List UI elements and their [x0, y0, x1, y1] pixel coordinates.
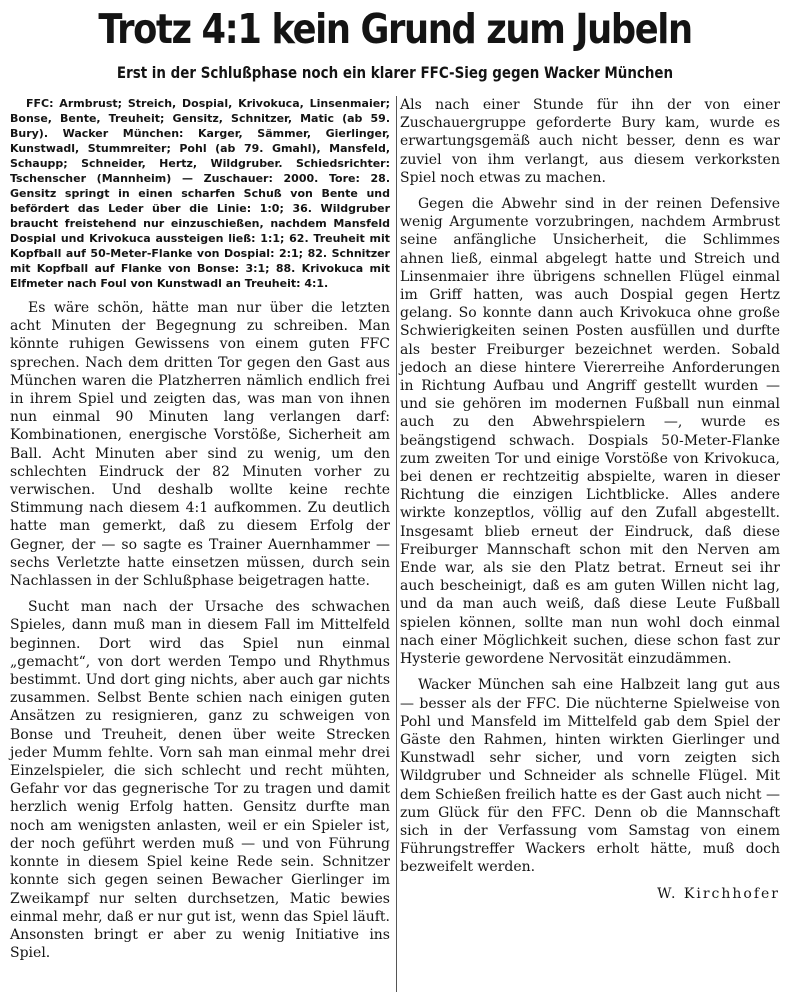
article-subheadline: Erst in der Schlußphase noch ein klarer FFC-Sieg gegen Wacker München	[116, 63, 674, 82]
right-paragraph-3: Wacker München sah eine Halbzeit lang gut aus — besser als der FFC. Die nüchterne Spielweise von Pohl und Mansfeld im Mittelfeld gab dem Spiel der Gäste den Rahmen, hinten wirkten Gierlinger und Kunstwadl sehr sicher, und vorn zeigten sich Wildgruber und Schneider als schnelle Flügel. Mit dem Schießen freilich hatte es der Gast auch nicht — zum Glück für den FFC. Denn ob die Mannschaft sich in der Verfassung vom Samstag von einem Führungstreffer Wackers erholt hätte, muß doch bezweifelt werden.	[400, 677, 780, 876]
left-paragraph-1: Es wäre schön, hätte man nur über die letzten acht Minuten der Begegnung zu schreiben. Man könnte ruhigen Gewissens von einem guten FFC sprechen. Nach dem dritten Tor gegen den Gast aus München waren die Platzherren nämlich endlich frei in ihrem Spiel und zeigten das, was man von ihnen nun einmal 90 Minuten lang verlangen darf: Kombinationen, energische Vorstöße, Sicherheit am Ball. Acht Minuten aber sind zu wenig, um den schlechten Eindruck der 82 Minuten vorher zu verwischen. Und deshalb wollte keine rechte Stimmung nach diesem 4:1 aufkommen. Zu deutlich hatte man gemerkt, daß zu diesem Erfolg der Gegner, der — so sagte es Trainer Auernhammer — sechs Verletzte hatte einsetzen müssen, durch sein Nachlassen in der Schlußphase beigetragen hatte.	[10, 300, 390, 590]
column-divider	[396, 96, 397, 992]
article-headline: Trotz 4:1 kein Grund zum Jubeln	[98, 5, 692, 53]
right-column	[400, 96, 780, 903]
match-summary: FFC: Armbrust; Streich, Dospial, Krivokuca, Linsenmaier; Bonse, Bente, Treuheit; Gensitz, Schnitzer, Matic (ab 59. Bury). Wacker München: Karger, Sämmer, Gierlinger, Kunstwadl, Stummreiter; Pohl (ab 79. Gmahl), Mansfeld, Schaupp; Schneider, Hertz, Wildgruber. Schiedsrichter: Tschenscher (Mannheim) — Zuschauer: 2000. Tore: 28. Gensitz springt in einen scharfen Schuß von Bente und befördert das Leder über die Linie: 1:0; 36. Wildgruber braucht freistehend nur einzuschießen, nachdem Mansfeld Dospial und Krivokuca aussteigen ließ: 1:1; 62. Treuheit mit Kopfball auf 50-Meter-Flanke von Dospial: 2:1; 82. Schnitzer mit Kopfball auf Flanke von Bonse: 3:1; 88. Krivokuca mit Elfmeter nach Foul von Kunstwadl an Treuheit: 4:1.	[10, 97, 390, 290]
left-column	[10, 96, 390, 962]
right-paragraph-1: Als nach einer Stunde für ihn der von einer Zuschauergruppe geforderte Bury kam, wurde es erwartungsgemäß auch nicht besser, denn es war zuviel von ihm verlangt, aus diesem verkorksten Spiel noch etwas zu machen.	[400, 97, 780, 186]
left-paragraph-2: Sucht man nach der Ursache des schwachen Spieles, dann muß man in diesem Fall im Mittelfeld beginnen. Dort wird das Spiel nun einmal „gemacht“, von dort werden Tempo und Rhythmus bestimmt. Und dort ging nichts, aber auch gar nichts zusammen. Selbst Bente schien nach einigen guten Ansätzen zu resignieren, ganz zu schweigen von Bonse und Treuheit, denen über weite Strecken jeder Mumm fehlte. Vorn sah man einmal mehr drei Einzelspieler, die sich schlecht und recht mühten, Gefahr vor das gegnerische Tor zu tragen und damit herzlich wenig Erfolg hatten. Gensitz durfte man noch am wenigsten anlasten, weil er ein Spieler ist, der noch geführt werden muß — und von Führung konnte in diesem Spiel keine Rede sein. Schnitzer konnte sich gegen seinen Bewacher Gierlinger im Zweikampf nur selten durchsetzen, Matic bewies einmal mehr, daß er nur gut ist, wenn das Spiel läuft. Ansonsten bringt er aber zu wenig Initiative ins Spiel.	[10, 599, 390, 962]
right-paragraph-2: Gegen die Abwehr sind in der reinen Defensive wenig Argumente vorzubringen, nachdem Armbrust seine anfängliche Unsicherheit, die Schlimmes ahnen ließ, einmal abgelegt hatte und Streich und Linsenmaier ihre übrigens schnellen Flügel einmal im Griff hatten, was auch Dospial gegen Hertz gelang. So konnte dann auch Krivokuca ohne große Schwierigkeiten seinen Posten ausfüllen und durfte als bester Freiburger bezeichnet werden. Sobald jedoch an diese hintere Viererreihe Anforderungen in Richtung Aufbau und Angriff gestellt wurden — und sie gehören im modernen Fußball nun einmal auch zu den Abwehrspielern —, wurde es beängstigend schwach. Dospials 50-Meter-Flanke zum zweiten Tor und einige Vorstöße von Krivokuca, bei denen er rechtzeitig abspielte, waren in dieser Richtung die einzigen Lichtblicke. Alles andere wirkte konzeptlos, völlig auf den Zufall abgestellt. Insgesamt blieb erneut der Eindruck, daß diese Freiburger Mannschaft schon mit den Nerven am Ende war, als sie den Platz betrat. Erneut sei ihr auch bescheinigt, daß es am guten Willen nicht lag, und da man auch weiß, daß diese Leute Fußball spielen können, sollte man nun wohl doch einmal nach einer Möglichkeit suchen, diese schon fast zur Hysterie gewordene Nervosität einzudämmen.	[400, 196, 780, 668]
author-byline: W. Kirchhofer	[657, 885, 780, 902]
